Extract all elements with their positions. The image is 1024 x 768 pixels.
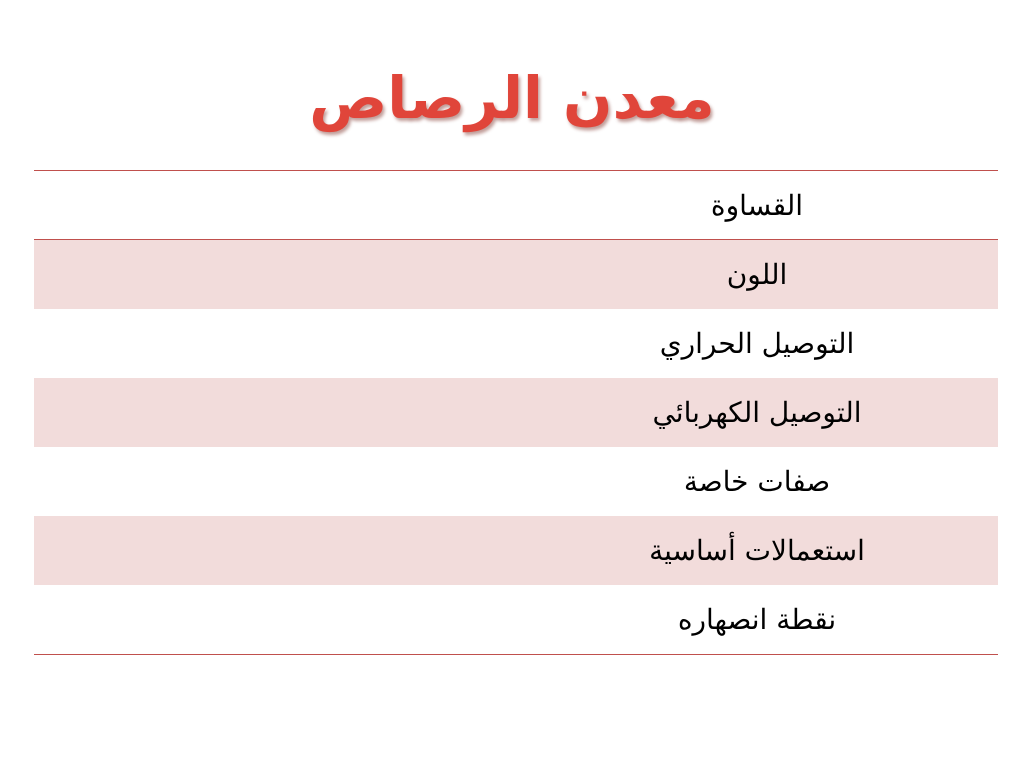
property-value-cell <box>34 585 516 654</box>
table-row-electrical-conductivity <box>34 378 998 447</box>
table-row-color <box>34 240 998 309</box>
property-name-cell: نقطة انصهاره <box>677 603 837 636</box>
property-name-cell: القساوة <box>710 188 804 222</box>
property-name-cell: صفات خاصة <box>683 465 831 498</box>
table-row-melting-point <box>34 585 998 654</box>
table-row-thermal-conductivity <box>34 309 998 378</box>
property-value-cell <box>34 240 516 309</box>
property-value-cell <box>34 171 516 239</box>
table-row-special-properties <box>34 447 998 516</box>
property-value-cell <box>34 516 516 585</box>
property-name-cell: اللون <box>726 258 788 291</box>
table-row-hardness <box>34 171 998 240</box>
property-name-cell: التوصيل الكهربائي <box>652 396 862 429</box>
property-value-cell <box>34 309 516 378</box>
slide-title: معدن الرصاص <box>309 64 715 132</box>
property-name-cell: استعمالات أساسية <box>649 534 865 567</box>
property-name-cell: التوصيل الحراري <box>659 327 855 360</box>
property-value-cell <box>34 378 516 447</box>
properties-table <box>34 170 998 655</box>
property-value-cell <box>34 447 516 516</box>
table-row-main-uses <box>34 516 998 585</box>
